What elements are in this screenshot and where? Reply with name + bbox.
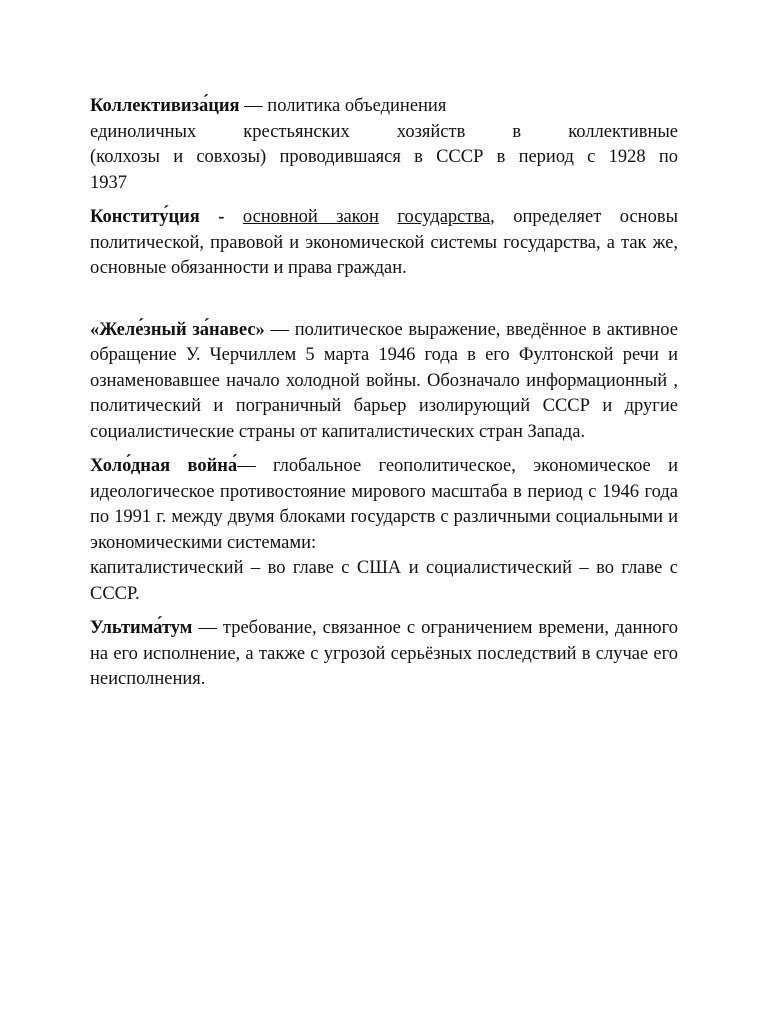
definition-text: — политическое выражение, введённое в активное обращение У. Черчиллем 5 марта 1946 года в его Фултонской речи и ознаменовавшее начало холодной войны. Обозначало информационный , политический и пограничный барьер изолирующий СССР и другие социалистические страны от капиталистических стран Запада. [90, 319, 678, 442]
definition-ultimatum [90, 616, 678, 693]
paragraph-gap [90, 196, 678, 205]
definition-line: единоличных крестьянских хозяйств в коллективные [90, 121, 678, 142]
definition-line: 1937 [90, 172, 127, 193]
paragraph-gap [90, 445, 678, 454]
term-ultimatum: Ультима́тум [90, 618, 193, 638]
term-cold-war: Холо́дная война́ [90, 456, 238, 476]
definition-text [379, 207, 397, 227]
paragraph-gap [90, 282, 678, 318]
definition-cold-war [90, 454, 678, 607]
term-constitution: Конститу́ция - [90, 207, 225, 227]
definition-cold-war-continuation: капиталистический – во главе с США и социалистический – во главе с СССР. [90, 558, 678, 604]
definition-line [90, 94, 678, 120]
definition-text: — требование, связанное с ограничением времени, данного на его исполнение, а также с угрозой серьёзных последствий в случае его неисполнения. [90, 618, 678, 689]
document-page [90, 94, 678, 693]
definition-text: — глобальное геополитическое, экономическое и идеологическое противостояние мирового масштаба в период с 1946 года по 1991 г. между двумя блоками государств с различными социальными и экономическими системами: [90, 456, 678, 553]
definition-cold-war-body [90, 454, 678, 556]
definition-collectivization [90, 94, 678, 196]
term-collectivization: Коллективиза́ция [90, 96, 240, 116]
link-basic-law[interactable]: основной закон [242, 207, 379, 227]
definition-iron-curtain [90, 318, 678, 446]
definition-constitution [90, 205, 678, 282]
definition-text: — политика объединения [239, 96, 447, 116]
definition-text: , определяет основы политической, правовой и экономической системы государства, а так же, основные обязанности и права граждан. [90, 207, 678, 278]
definition-text [224, 207, 242, 227]
link-state[interactable]: государства [397, 207, 491, 227]
paragraph-gap [90, 607, 678, 616]
definition-line: (колхозы и совхозы) проводившаяся в СССР в период с 1928 по [90, 147, 678, 167]
term-iron-curtain: «Желе́зный за́навес» [90, 319, 265, 340]
